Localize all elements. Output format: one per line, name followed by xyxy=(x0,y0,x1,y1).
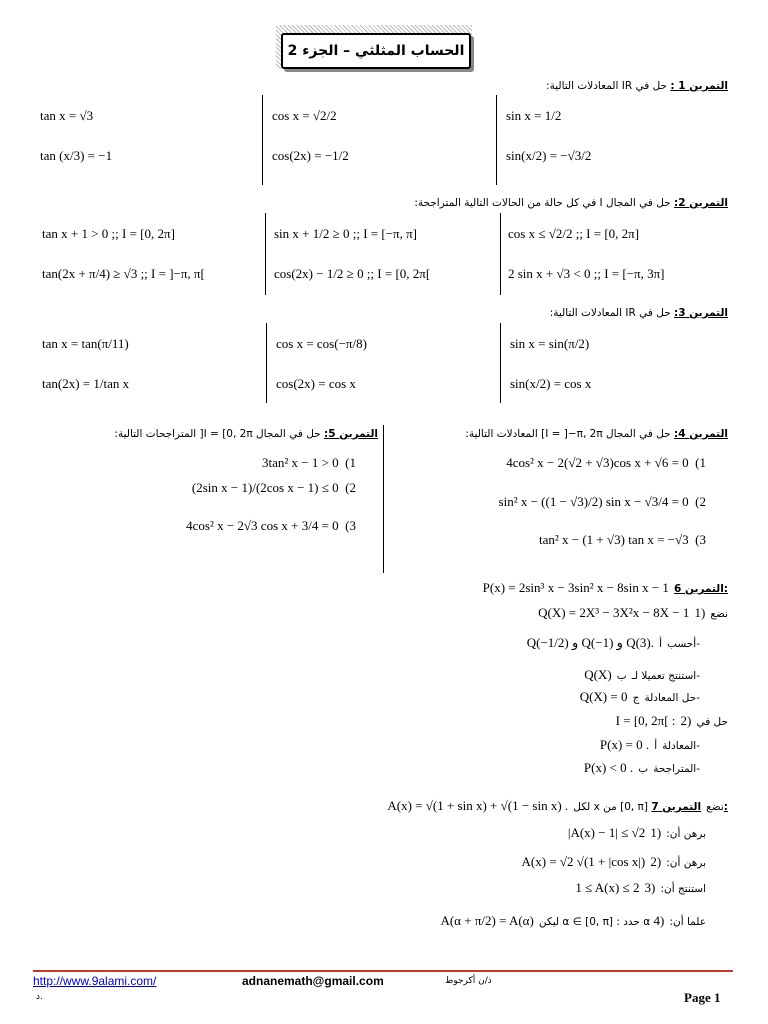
ex6-p2-math: I = [0, 2π[ : xyxy=(615,713,676,728)
ex3-heading xyxy=(550,307,728,319)
ex7-intro-text: لكل x من [0, π] نضع xyxy=(573,801,724,813)
item-number: (1 xyxy=(650,825,662,840)
item-number: (2 xyxy=(680,713,692,728)
ex2-ineq: cos x ≤ √2/2 ;; I = [0, 2π] xyxy=(508,226,640,241)
ex5-ineq xyxy=(186,518,356,534)
ex3-eq: cos x = cos(−π/8) xyxy=(276,336,367,351)
item-number: (2 xyxy=(345,480,356,495)
ex6-p2a-math: P(x) = 0 . xyxy=(599,737,650,752)
ex7-item-text: استنتج أن: xyxy=(660,883,706,895)
ex7-item xyxy=(568,822,706,841)
item-number: (1 xyxy=(694,605,706,620)
ex1-heading xyxy=(546,80,728,92)
ex5-ineq xyxy=(262,455,356,471)
ex1-eq: sin x = 1/2 xyxy=(506,108,562,123)
ex2-ineq: tan x + 1 > 0 ;; I = [0, 2π] xyxy=(42,226,175,241)
item-number: (2 xyxy=(695,494,706,509)
ex6-a xyxy=(527,632,700,651)
ex5-label: التمرين 5: xyxy=(324,428,378,440)
ex6-p2a-letter: أ- xyxy=(654,740,700,752)
ex6-a-math: Q(−1/2) و Q(−1) و Q(3). xyxy=(526,635,654,650)
ex1-eq: tan (x/3) = −1 xyxy=(40,148,113,163)
ex7-item xyxy=(575,877,706,896)
ex3-eq: cos(2x) = cos x xyxy=(276,376,356,391)
divider xyxy=(383,425,384,573)
ex3-eq: sin(x/2) = cos x xyxy=(510,376,592,391)
ex4-eq-text: tan² x − (1 + √3) tan x = −√3 xyxy=(538,532,689,547)
ex7-item-text: ليكن α ∈ [0, π] : حدد α علما أن: xyxy=(538,916,706,928)
ex7-heading xyxy=(387,795,728,814)
ex4-instruction: حل في المجال I = ]−π, 2π] المعادلات التالية: xyxy=(465,428,671,440)
ex6-q1 xyxy=(538,602,728,621)
item-number: (3 xyxy=(695,532,706,547)
ex6-a-letter: أ- xyxy=(659,638,700,650)
ex7-item-math: A(x) = √2 √(1 + |cos x|) xyxy=(521,854,646,869)
ex2-ineq: tan(2x + π/4) ≥ √3 ;; I = ]−π, π[ xyxy=(42,266,205,281)
divider xyxy=(500,213,501,295)
footer-left-mark: د. xyxy=(36,992,43,1002)
ex6-heading xyxy=(483,577,728,596)
ex6-a-text: أحسب xyxy=(667,638,697,650)
ex5-ineq-text: (2sin x − 1)/(2cos x − 1) ≤ 0 xyxy=(191,480,339,495)
ex4-eq xyxy=(506,455,706,471)
ex1-eq: tan x = √3 xyxy=(40,108,94,123)
ex6-c-math: Q(X) = 0 xyxy=(579,689,628,704)
ex2-instruction: حل في المجال I في كل حالة من الحالات التالية المتراجحة: xyxy=(414,197,671,209)
ex6-p2 xyxy=(616,710,728,729)
ex6-label: التمرين 6: xyxy=(674,583,728,595)
ex6-p2a xyxy=(600,734,700,753)
ex2-ineq: cos(2x) − 1/2 ≥ 0 ;; I = [0, 2π[ xyxy=(274,266,431,281)
footer-author: ذ/ن أكرجوط xyxy=(445,976,492,986)
ex6-p2a-text: المعادلة xyxy=(662,740,697,752)
ex3-eq: sin x = sin(π/2) xyxy=(510,336,590,351)
ex7-item-math: 1 ≤ A(x) ≤ 2 xyxy=(575,880,640,895)
ex6-p-def: P(x) = 2sin³ x − 3sin² x − 8sin x − 1 xyxy=(482,580,669,595)
item-number: (2 xyxy=(650,854,662,869)
ex6-b xyxy=(584,664,700,683)
ex7-intro-math: A(x) = √(1 + sin x) + √(1 − sin x) . xyxy=(387,798,569,813)
ex6-b-math: Q(X) xyxy=(584,667,612,682)
ex7-item-text: برهن أن: xyxy=(666,828,706,840)
ex7-item-math: |A(x) − 1| ≤ √2 xyxy=(567,825,646,840)
ex5-heading xyxy=(114,428,378,440)
ex7-item-math: A(α + π/2) = A(α) xyxy=(440,913,534,928)
divider xyxy=(266,323,267,403)
ex1-eq: cos(2x) = −1/2 xyxy=(272,148,349,163)
divider xyxy=(265,213,266,295)
ex4-eq xyxy=(539,532,706,548)
ex4-label: التمرين 4: xyxy=(674,428,728,440)
ex1-eq: sin(x/2) = −√3/2 xyxy=(506,148,592,163)
ex6-c-text: حل المعادلة xyxy=(644,692,697,704)
ex6-c xyxy=(580,686,700,705)
ex2-ineq: sin x + 1/2 ≥ 0 ;; I = [−π, π] xyxy=(274,226,417,241)
footer-divider xyxy=(33,970,733,972)
item-number: (1 xyxy=(345,455,356,470)
ex6-p2-text: حل في xyxy=(696,716,728,728)
ex6-b-text: استنتج تعميلا لـ xyxy=(631,670,697,682)
ex6-p2b-letter: ب- xyxy=(638,763,700,775)
ex4-eq xyxy=(499,494,706,510)
ex3-eq: tan(2x) = 1/tan x xyxy=(42,376,130,391)
ex7-item xyxy=(522,851,706,870)
item-number: (1 xyxy=(695,455,706,470)
ex5-ineq-text: 4cos² x − 2√3 cos x + 3/4 = 0 xyxy=(186,518,339,533)
ex2-label: التمرين 2: xyxy=(674,197,728,209)
footer-url-link[interactable]: http://www.9alami.com/ xyxy=(33,974,157,988)
ex1-label: التمرين 1 : xyxy=(670,80,728,92)
ex6-c-letter: ج- xyxy=(632,692,700,704)
ex1-eq: cos x = √2/2 xyxy=(272,108,337,123)
ex6-q-def: Q(X) = 2X³ − 3X²x − 8X − 1 xyxy=(538,605,690,620)
ex5-ineq-text: 3tan² x − 1 > 0 xyxy=(261,455,339,470)
ex4-heading xyxy=(465,428,728,440)
ex7-label: التمرين 7: xyxy=(651,801,728,813)
ex6-p2b-text: المتراجحة xyxy=(653,763,697,775)
footer-email: adnanemath@gmail.com xyxy=(242,974,384,988)
item-number: (3 xyxy=(345,518,356,533)
ex6-p2b xyxy=(584,757,700,776)
divider xyxy=(262,95,263,185)
divider xyxy=(496,95,497,185)
ex4-eq-text: sin² x − ((1 − √3)/2) sin x − √3/4 = 0 xyxy=(498,494,689,509)
ex3-label: التمرين 3: xyxy=(674,307,728,319)
ex4-eq-text: 4cos² x − 2(√2 + √3)cos x + √6 = 0 xyxy=(506,455,689,470)
ex6-p2b-math: P(x) < 0 . xyxy=(583,760,634,775)
ex3-instruction: حل في IR المعادلات التالية: xyxy=(549,307,671,319)
ex2-ineq: 2 sin x + √3 < 0 ;; I = [−π, 3π] xyxy=(508,266,665,281)
item-number: (4 xyxy=(653,913,665,928)
ex1-instruction: حل في IR المعادلات التالية: xyxy=(546,80,668,92)
ex7-item-text: برهن أن: xyxy=(666,857,706,869)
ex2-heading xyxy=(414,197,728,209)
ex7-item xyxy=(440,910,706,929)
item-number: (3 xyxy=(644,880,656,895)
ex6-b-letter: ب- xyxy=(616,670,700,682)
page-title: الحساب المثلثي – الجزء 2 xyxy=(281,33,471,69)
ex5-instruction: حل في المجال I = [0, 2π[ المتراجحات التالية: xyxy=(114,428,321,440)
divider xyxy=(500,323,501,403)
ex5-ineq xyxy=(192,480,356,496)
ex6-q-intro: نضع xyxy=(710,608,728,620)
page-number: Page 1 xyxy=(684,990,721,1005)
ex3-eq: tan x = tan(π/11) xyxy=(42,336,129,351)
